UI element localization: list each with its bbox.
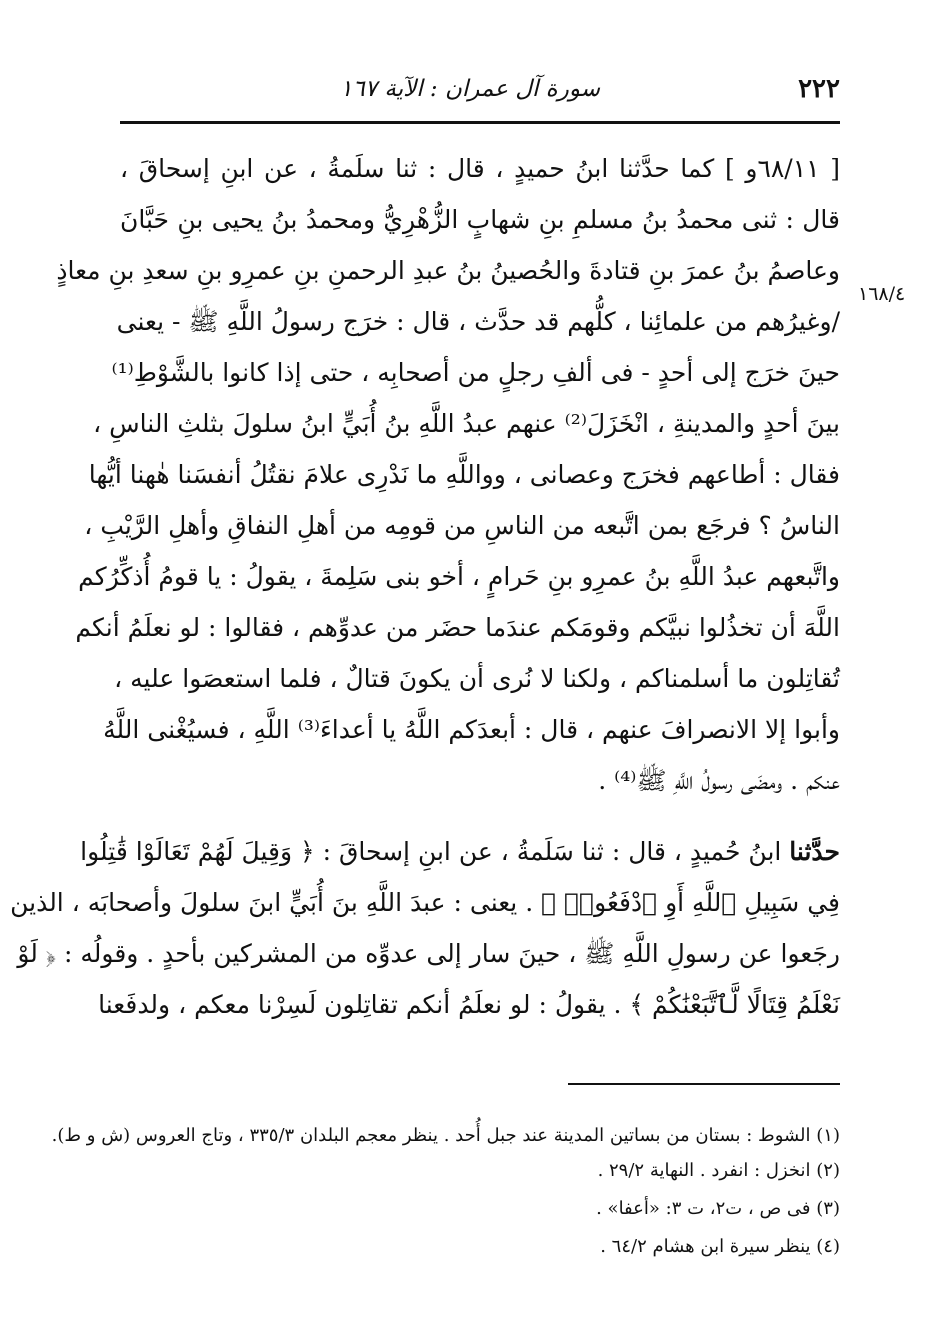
text-line: فِي سَبِيلِ ٱللَّهِ أَوِ ٱدْفَعُوا۟ ﴾ . يعنى : عبدَ اللَّهِ بنَ أُبَيٍّ ابنَ سلولَ وأصحابَه ، الذين	[10, 888, 840, 917]
page-number: ٢٢٢	[798, 74, 840, 104]
text-line: وعاصمُ بنُ عمرَ بنِ قتادةَ والحُصينُ بنُ عبدِ الرحمنِ بنِ عمرِو بنِ سعدِ بنِ معاذٍ	[56, 256, 840, 285]
margin-reference: ١٦٨/٤	[858, 283, 906, 305]
text-line: فقال : أطاعهم فخرَج وعصانى ، وواللَّهِ ما نَدْرِى علامَ نقتُلُ أنفسَنا هٰهنا أيُّها	[88, 460, 840, 489]
text-line: حينَ خرَج إلى أحدٍ - فى ألفِ رجلٍ من أصحابِه ، حتى إذا كانوا بالشَّوْطِ⁽¹⁾	[111, 358, 840, 387]
running-title: سورة آل عمران : الآية ١٦٧	[339, 76, 600, 102]
text-line: [ ٦٨/١١و ] كما حدَّثنا ابنُ حميدٍ ، قال : ثنا سلَمةُ ، عن ابنِ إسحاقَ ،	[120, 154, 840, 183]
text-line: عنكم . ومضَى رسولُ اللَّهِ ﷺ⁽⁴⁾ .	[598, 766, 840, 795]
footnote-separator	[568, 1083, 840, 1085]
footnote: (١) الشوط : بستان من بساتين المدينة عند جبل أُحد . ينظر معجم البلدان ٣٣٥/٣ ، وتاج العروس (ش و ط).	[51, 1125, 840, 1146]
text-line: تُقاتِلون ما أسلمناكم ، ولكنا لا نُرى أن يكونَ قتالٌ ، فلما استعصَوا عليه ،	[114, 664, 840, 693]
text-line: /وغيرُهم من علمائِنا ، كلُّهم قد حدَّث ، قال : خرَج رسولُ اللَّهِ ﷺ - يعنى	[116, 307, 840, 336]
text-line	[80, 832, 840, 872]
footnote: (٢) انخزل : انفرد . النهاية ٢٩/٢ .	[597, 1160, 840, 1181]
text-line: بينَ أحدٍ والمدينةِ ، انْخَزَلَ⁽²⁾ عنهم عبدُ اللَّهِ بنُ أُبَيٍّ ابنُ سلولَ بثلثِ الناسِ ،	[93, 409, 840, 438]
text-line: واتَّبعهم عبدُ اللَّهِ بنُ عمرِو بنِ حَرامٍ ، أخو بنى سَلِمةَ ، يقولُ : يا قومُ أُذكِّرُكم	[78, 562, 840, 591]
text-line: قال : ثنى محمدُ بنُ مسلمِ بنِ شهابٍ الزُّهْرِيُّ ومحمدُ بنُ يحيى بنِ حَبَّانَ	[120, 205, 840, 234]
footnote: (٤) ينظر سيرة ابن هشام ٦٤/٢ .	[600, 1236, 840, 1257]
footnote: (٣) فى ص ، ت٢، ت ٣: «أعفا» .	[596, 1198, 840, 1219]
page-header	[120, 74, 840, 114]
text-line: الناسُ ؟ فرجَع بمن اتَّبعه من الناسِ من قومِه من أهلِ النفاقِ وأهلِ الرَّيْبِ ،	[84, 511, 840, 540]
narration-lead: حدَّثنا	[789, 837, 840, 866]
text-line: وأبوا إلا الانصرافَ عنهم ، قال : أبعدَكم اللَّهُ يا أعداءَ⁽³⁾ اللَّهِ ، فسيُغْنى اللَّهُ	[103, 715, 840, 744]
narration-text: ابنُ حُميدٍ ، قال : ثنا سَلَمةُ ، عن ابنِ إسحاقَ : ﴿ وَقِيلَ لَهُمْ تَعَالَوْا قَٰتِلُوا	[80, 837, 782, 866]
text-line: رجَعوا عن رسولِ اللَّهِ ﷺ ، حينَ سار إلى عدوِّه من المشركين بأحدٍ . وقولُه : ﴿ لَوْ	[17, 939, 840, 968]
text-line: اللَّهَ أن تخذُلوا نبيَّكم وقومَكم عندَما حضَر من عدوِّهم ، فقالوا : لو نعلَمُ أنكم	[75, 613, 840, 642]
header-rule	[120, 121, 840, 124]
text-line: نَعْلَمُ قِتَالًا لَّٱتَّبَعْنَٰكُمْ ﴾ . يقولُ : لو نعلَمُ أنكم تقاتِلون لَسِرْنا معكم ، ولدفَعنا	[98, 990, 840, 1019]
